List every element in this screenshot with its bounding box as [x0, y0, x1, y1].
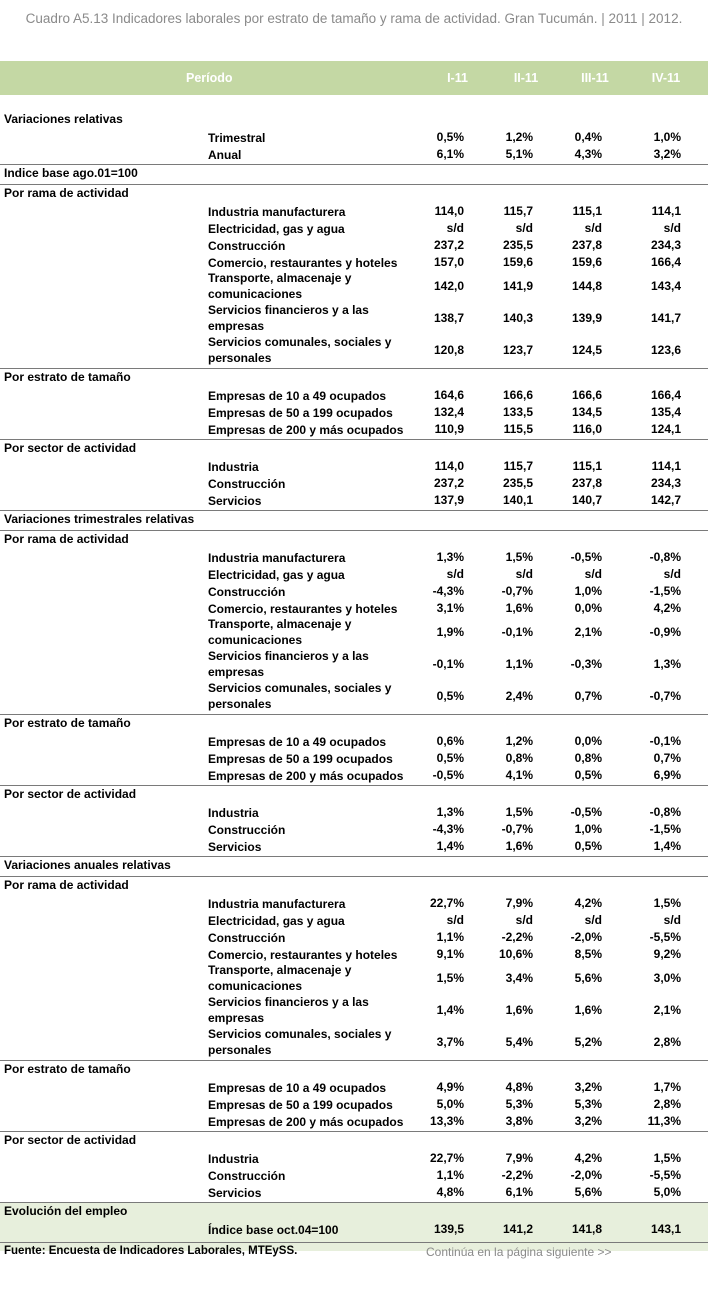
row-value-col1: 114,0	[434, 459, 464, 473]
row-value-col4: 234,3	[650, 238, 681, 252]
row-label: Industria manufacturera	[208, 897, 346, 911]
row-value-col2: 115,5	[503, 422, 533, 436]
row-value-col1: 1,5%	[436, 971, 464, 985]
row-value-col4: -0,1%	[649, 734, 681, 748]
row-value-col1: 13,3%	[429, 1114, 464, 1128]
section-divider	[0, 1060, 708, 1061]
row-value-col2: 3,4%	[505, 971, 533, 985]
row-value-col4: 1,5%	[653, 1151, 681, 1165]
row-value-col4: 143,1	[650, 1222, 681, 1236]
row-value-col3: 124,5	[571, 343, 602, 357]
row-label: Construcción	[208, 931, 286, 945]
row-value-col1: 110,9	[434, 422, 464, 436]
section-divider	[0, 714, 708, 715]
table-row	[0, 404, 708, 421]
table-row	[0, 566, 708, 583]
row-value-col4: 166,4	[650, 388, 681, 402]
row-label: Servicios	[208, 494, 262, 508]
row-value-col3: 1,0%	[574, 584, 602, 598]
row-value-col3: -0,3%	[570, 657, 602, 671]
row-label: Electricidad, gas y agua	[208, 222, 345, 236]
row-value-col3: s/d	[584, 913, 602, 927]
row-value-col2: 2,4%	[505, 689, 533, 703]
section-divider	[0, 510, 708, 511]
section-header-text: Variaciones trimestrales relativas	[4, 512, 195, 526]
row-value-col3: 0,5%	[574, 768, 602, 782]
table-row	[0, 963, 708, 995]
row-label: Transporte, almacenaje y comunicaciones	[208, 963, 352, 993]
row-value-col2: 7,9%	[505, 1151, 533, 1165]
row-value-col2: 1,6%	[505, 839, 533, 853]
row-value-col3: 237,8	[571, 476, 602, 490]
row-value-col3: 115,1	[572, 459, 602, 473]
table-row	[0, 129, 708, 146]
row-value-col2: 0,8%	[505, 751, 533, 765]
row-value-col1: 157,0	[433, 255, 464, 269]
row-label: Electricidad, gas y agua	[208, 568, 345, 582]
row-label: Servicios comunales, sociales y personales	[208, 1027, 392, 1057]
row-label: Servicios financieros y a las empresas	[208, 649, 369, 679]
row-value-col4: 1,0%	[653, 130, 681, 144]
table-row	[0, 804, 708, 821]
row-value-col1: 164,6	[433, 388, 464, 402]
table-row	[0, 475, 708, 492]
row-value-col2: 235,5	[502, 238, 533, 252]
row-value-col4: 114,1	[651, 204, 681, 218]
row-label: Industria	[208, 460, 259, 474]
row-label: Servicios comunales, sociales y personales	[208, 681, 392, 711]
row-label: Construcción	[208, 1169, 286, 1183]
row-value-col1: 1,9%	[436, 625, 464, 639]
row-label: Comercio, restaurantes y hoteles	[208, 948, 398, 962]
row-value-col2: 140,1	[502, 493, 533, 507]
row-value-col3: 115,1	[572, 204, 602, 218]
row-value-col3: 5,3%	[574, 1097, 602, 1111]
row-value-col2: 141,9	[502, 279, 533, 293]
row-value-col1: 1,3%	[436, 550, 464, 564]
row-value-col3: 4,2%	[574, 1151, 602, 1165]
table-row	[0, 421, 708, 438]
continue-link[interactable]: Continúa en la página siguiente >>	[426, 1245, 612, 1259]
row-value-col1: -4,3%	[432, 822, 464, 836]
header-col-iv11: IV-11	[651, 71, 681, 85]
row-value-col3: -0,5%	[570, 805, 602, 819]
row-label: Empresas de 50 a 199 ocupados	[208, 1098, 393, 1112]
table-row	[0, 617, 708, 649]
row-value-col1: 9,1%	[436, 947, 464, 961]
row-value-col3: 237,8	[571, 238, 602, 252]
row-label: Anual	[208, 148, 242, 162]
row-value-col3: 166,6	[571, 388, 602, 402]
row-label: Construcción	[208, 239, 286, 253]
row-label: Comercio, restaurantes y hoteles	[208, 256, 398, 270]
row-value-col2: 115,7	[503, 459, 533, 473]
row-value-col1: 237,2	[433, 476, 464, 490]
row-value-col1: 5,0%	[436, 1097, 464, 1111]
table-row	[0, 146, 708, 163]
table-row	[0, 1113, 708, 1130]
table-row	[0, 237, 708, 254]
table-row	[0, 458, 708, 475]
row-value-col2: 1,2%	[505, 734, 533, 748]
row-value-col3: 1,6%	[574, 1003, 602, 1017]
row-label: Industria manufacturera	[208, 205, 346, 219]
row-value-col2: 1,6%	[505, 601, 533, 615]
row-value-col4: 1,7%	[653, 1080, 681, 1094]
row-value-col2: 3,8%	[505, 1114, 533, 1128]
section-divider	[0, 368, 708, 369]
row-label: Industria manufacturera	[208, 551, 346, 565]
row-value-col1: s/d	[446, 913, 464, 927]
row-value-col3: 2,1%	[574, 625, 602, 639]
section-header-text: Variaciones relativas	[4, 112, 123, 126]
row-value-col1: 3,1%	[436, 601, 464, 615]
row-value-col1: 139,5	[433, 1222, 464, 1236]
row-label: Servicios	[208, 1186, 262, 1200]
table-row	[0, 767, 708, 784]
row-value-col2: 133,5	[502, 405, 533, 419]
row-label: Empresas de 50 a 199 ocupados	[208, 752, 393, 766]
table-bottom-border	[0, 1242, 708, 1243]
table-row	[0, 335, 708, 367]
section-divider	[0, 439, 708, 440]
section-header-text: Por rama de actividad	[4, 186, 129, 200]
row-value-col2: 5,1%	[505, 147, 533, 161]
row-value-col3: 0,4%	[574, 130, 602, 144]
row-value-col4: -0,8%	[649, 550, 681, 564]
row-value-col1: 138,7	[433, 311, 464, 325]
row-value-col4: 234,3	[650, 476, 681, 490]
row-value-col3: 4,3%	[574, 147, 602, 161]
row-value-col3: 0,7%	[574, 689, 602, 703]
row-value-col2: -0,7%	[501, 584, 533, 598]
row-value-col4: 141,7	[650, 311, 681, 325]
section-header-text: Evolución del empleo	[4, 1204, 128, 1218]
row-label: Construcción	[208, 823, 286, 837]
row-value-col4: 11,3%	[647, 1114, 681, 1128]
row-label: Transporte, almacenaje y comunicaciones	[208, 617, 352, 647]
row-value-col3: 1,0%	[574, 822, 602, 836]
table-row	[0, 1079, 708, 1096]
row-label: Índice base oct.04=100	[208, 1223, 339, 1237]
row-value-col4: 166,4	[650, 255, 681, 269]
row-value-col2: 235,5	[502, 476, 533, 490]
row-value-col2: 5,4%	[505, 1035, 533, 1049]
row-label: Comercio, restaurantes y hoteles	[208, 602, 398, 616]
row-label: Empresas de 200 y más ocupados	[208, 769, 404, 783]
header-col-ii11: II-11	[513, 71, 539, 85]
row-label: Construcción	[208, 477, 286, 491]
row-value-col3: 0,0%	[574, 734, 602, 748]
row-value-col1: 4,8%	[436, 1185, 464, 1199]
table-row	[0, 929, 708, 946]
table-row	[0, 1167, 708, 1184]
row-value-col4: 0,7%	[653, 751, 681, 765]
row-value-col4: 2,1%	[653, 1003, 681, 1017]
row-value-col1: s/d	[446, 221, 464, 235]
row-value-col1: 4,9%	[436, 1080, 464, 1094]
row-value-col2: 4,8%	[505, 1080, 533, 1094]
row-value-col3: 4,2%	[574, 896, 602, 910]
row-label: Industria	[208, 806, 259, 820]
table-row	[0, 387, 708, 404]
row-value-col1: 0,5%	[436, 689, 464, 703]
row-value-col1: 1,1%	[436, 1168, 464, 1182]
row-value-col1: 142,0	[433, 279, 464, 293]
row-value-col3: 3,2%	[574, 1114, 602, 1128]
section-divider	[0, 856, 708, 857]
row-value-col3: 141,8	[571, 1222, 602, 1236]
table-header	[0, 61, 708, 95]
row-value-col1: 6,1%	[436, 147, 464, 161]
row-label: Servicios	[208, 840, 262, 854]
row-value-col4: -0,7%	[649, 689, 681, 703]
table-row	[0, 600, 708, 617]
row-value-col2: s/d	[515, 913, 533, 927]
row-value-col1: 1,3%	[436, 805, 464, 819]
row-value-col4: 6,9%	[653, 768, 681, 782]
row-label: Servicios comunales, sociales y personales	[208, 335, 392, 365]
section-header-text: Por estrato de tamaño	[4, 370, 131, 384]
section-divider	[0, 184, 708, 185]
row-value-col2: 123,7	[502, 343, 533, 357]
section-header-text: Por rama de actividad	[4, 878, 129, 892]
row-label: Empresas de 50 a 199 ocupados	[208, 406, 393, 420]
table-row	[0, 895, 708, 912]
row-value-col4: -5,5%	[649, 1168, 681, 1182]
row-value-col4: 4,2%	[653, 601, 681, 615]
row-value-col3: -2,0%	[570, 930, 602, 944]
row-value-col2: -2,2%	[501, 1168, 533, 1182]
row-value-col1: 1,4%	[436, 1003, 464, 1017]
section-header-text: Indice base ago.01=100	[4, 166, 138, 180]
row-value-col1: 3,7%	[436, 1035, 464, 1049]
table-row	[0, 549, 708, 566]
row-value-col2: 1,6%	[505, 1003, 533, 1017]
row-value-col3: 5,6%	[574, 971, 602, 985]
row-value-col2: 1,1%	[505, 657, 533, 671]
source-note: Fuente: Encuesta de Indicadores Laborales, MTEySS.	[4, 1245, 298, 1257]
header-col-i11: I-11	[447, 71, 468, 85]
table-row	[0, 1027, 708, 1059]
row-value-col1: -0,5%	[432, 768, 464, 782]
row-value-col1: s/d	[446, 567, 464, 581]
row-value-col3: 144,8	[571, 279, 602, 293]
row-label: Empresas de 10 a 49 ocupados	[208, 735, 387, 749]
section-header-text: Por estrato de tamaño	[4, 716, 131, 730]
row-value-col2: -0,7%	[501, 822, 533, 836]
table-row	[0, 203, 708, 220]
section-divider	[0, 164, 708, 165]
row-value-col1: 120,8	[433, 343, 464, 357]
row-value-col2: 1,2%	[505, 130, 533, 144]
row-value-col4: 143,4	[650, 279, 681, 293]
row-value-col2: 141,2	[502, 1222, 533, 1236]
row-value-col1: 1,1%	[436, 930, 464, 944]
row-value-col2: -2,2%	[501, 930, 533, 944]
row-value-col2: s/d	[515, 221, 533, 235]
row-value-col4: 2,8%	[653, 1035, 681, 1049]
row-value-col1: 1,4%	[436, 839, 464, 853]
table-title: Cuadro A5.13 Indicadores laborales por estrato de tamaño y rama de actividad. Gran Tucumán. | 2011 | 2012.	[25, 11, 683, 26]
row-value-col4: 123,6	[650, 343, 681, 357]
row-value-col1: 0,5%	[436, 130, 464, 144]
row-label: Construcción	[208, 585, 286, 599]
row-value-col4: s/d	[663, 567, 681, 581]
row-value-col3: 0,5%	[574, 839, 602, 853]
row-value-col4: 1,3%	[653, 657, 681, 671]
row-value-col1: -4,3%	[432, 584, 464, 598]
row-label: Empresas de 200 y más ocupados	[208, 423, 404, 437]
table-row	[0, 995, 708, 1027]
row-value-col3: 159,6	[571, 255, 602, 269]
section-divider	[0, 785, 708, 786]
row-label: Industria	[208, 1152, 259, 1166]
row-value-col1: 132,4	[433, 405, 464, 419]
table-row	[0, 733, 708, 750]
table-row	[0, 649, 708, 681]
row-value-col3: 3,2%	[574, 1080, 602, 1094]
row-value-col4: s/d	[663, 913, 681, 927]
table-row	[0, 1096, 708, 1113]
section-divider	[0, 1131, 708, 1132]
row-value-col2: s/d	[515, 567, 533, 581]
table-row	[0, 583, 708, 600]
row-label: Transporte, almacenaje y comunicaciones	[208, 271, 352, 301]
row-value-col1: 22,7%	[429, 1151, 464, 1165]
row-value-col4: 142,7	[650, 493, 681, 507]
row-value-col4: 5,0%	[653, 1185, 681, 1199]
row-value-col2: 10,6%	[498, 947, 533, 961]
row-value-col2: 115,7	[503, 204, 533, 218]
row-value-col4: 3,0%	[653, 971, 681, 985]
row-value-col3: s/d	[584, 221, 602, 235]
section-header-text: Por rama de actividad	[4, 532, 129, 546]
row-value-col1: 22,7%	[429, 896, 464, 910]
row-value-col4: 124,1	[650, 422, 681, 436]
table-row	[0, 912, 708, 929]
row-value-col3: 5,6%	[574, 1185, 602, 1199]
table-row	[0, 271, 708, 303]
row-value-col4: 1,5%	[653, 896, 681, 910]
row-value-col2: 166,6	[502, 388, 533, 402]
row-value-col2: 7,9%	[505, 896, 533, 910]
row-value-col3: 0,0%	[574, 601, 602, 615]
row-value-col3: -2,0%	[570, 1168, 602, 1182]
table-row	[0, 254, 708, 271]
row-value-col2: 5,3%	[505, 1097, 533, 1111]
row-label: Empresas de 200 y más ocupados	[208, 1115, 404, 1129]
row-value-col3: 134,5	[571, 405, 602, 419]
table-row	[0, 821, 708, 838]
row-value-col1: 0,5%	[436, 751, 464, 765]
row-value-col4: 3,2%	[653, 147, 681, 161]
row-value-col1: -0,1%	[432, 657, 464, 671]
header-period-label: Período	[186, 71, 233, 85]
row-label: Empresas de 10 a 49 ocupados	[208, 389, 387, 403]
row-value-col4: -1,5%	[649, 822, 681, 836]
row-value-col1: 114,0	[434, 204, 464, 218]
row-label: Electricidad, gas y agua	[208, 914, 345, 928]
row-value-col2: 4,1%	[505, 768, 533, 782]
row-value-col3: 0,8%	[574, 751, 602, 765]
section-header-text: Por sector de actividad	[4, 787, 137, 801]
row-label: Servicios financieros y a las empresas	[208, 303, 369, 333]
table-row	[0, 838, 708, 855]
table-row	[0, 1221, 708, 1238]
table-row	[0, 681, 708, 713]
table-row	[0, 1184, 708, 1201]
row-value-col1: 237,2	[433, 238, 464, 252]
row-value-col1: 0,6%	[436, 734, 464, 748]
row-label: Servicios financieros y a las empresas	[208, 995, 369, 1025]
section-header-text: Por sector de actividad	[4, 441, 137, 455]
row-value-col1: 137,9	[433, 493, 464, 507]
row-value-col4: 114,1	[651, 459, 681, 473]
row-value-col3: 5,2%	[574, 1035, 602, 1049]
row-value-col3: 140,7	[571, 493, 602, 507]
row-value-col3: 116,0	[572, 422, 602, 436]
row-value-col3: -0,5%	[570, 550, 602, 564]
row-value-col4: 135,4	[650, 405, 681, 419]
row-value-col2: 1,5%	[505, 805, 533, 819]
section-header-text: Por sector de actividad	[4, 1133, 137, 1147]
row-label: Empresas de 10 a 49 ocupados	[208, 1081, 387, 1095]
table-row	[0, 1150, 708, 1167]
row-value-col3: 139,9	[571, 311, 602, 325]
table-row	[0, 750, 708, 767]
table-row	[0, 492, 708, 509]
row-value-col4: -5,5%	[649, 930, 681, 944]
row-label: Trimestral	[208, 131, 266, 145]
row-value-col3: 8,5%	[574, 947, 602, 961]
section-divider	[0, 530, 708, 531]
row-value-col2: 6,1%	[505, 1185, 533, 1199]
section-header-text: Variaciones anuales relativas	[4, 858, 171, 872]
row-value-col4: 2,8%	[653, 1097, 681, 1111]
row-value-col2: 159,6	[502, 255, 533, 269]
row-value-col3: s/d	[584, 567, 602, 581]
row-value-col4: -1,5%	[649, 584, 681, 598]
header-col-iii11: III-11	[581, 71, 609, 85]
row-value-col4: -0,9%	[649, 625, 681, 639]
table-row	[0, 303, 708, 335]
section-divider	[0, 876, 708, 877]
table-row	[0, 220, 708, 237]
row-value-col2: -0,1%	[501, 625, 533, 639]
section-header-text: Por estrato de tamaño	[4, 1062, 131, 1076]
row-value-col2: 1,5%	[505, 550, 533, 564]
row-value-col4: 1,4%	[653, 839, 681, 853]
table-row	[0, 946, 708, 963]
row-value-col2: 140,3	[502, 311, 533, 325]
row-value-col4: -0,8%	[649, 805, 681, 819]
row-value-col4: s/d	[663, 221, 681, 235]
row-value-col4: 9,2%	[653, 947, 681, 961]
